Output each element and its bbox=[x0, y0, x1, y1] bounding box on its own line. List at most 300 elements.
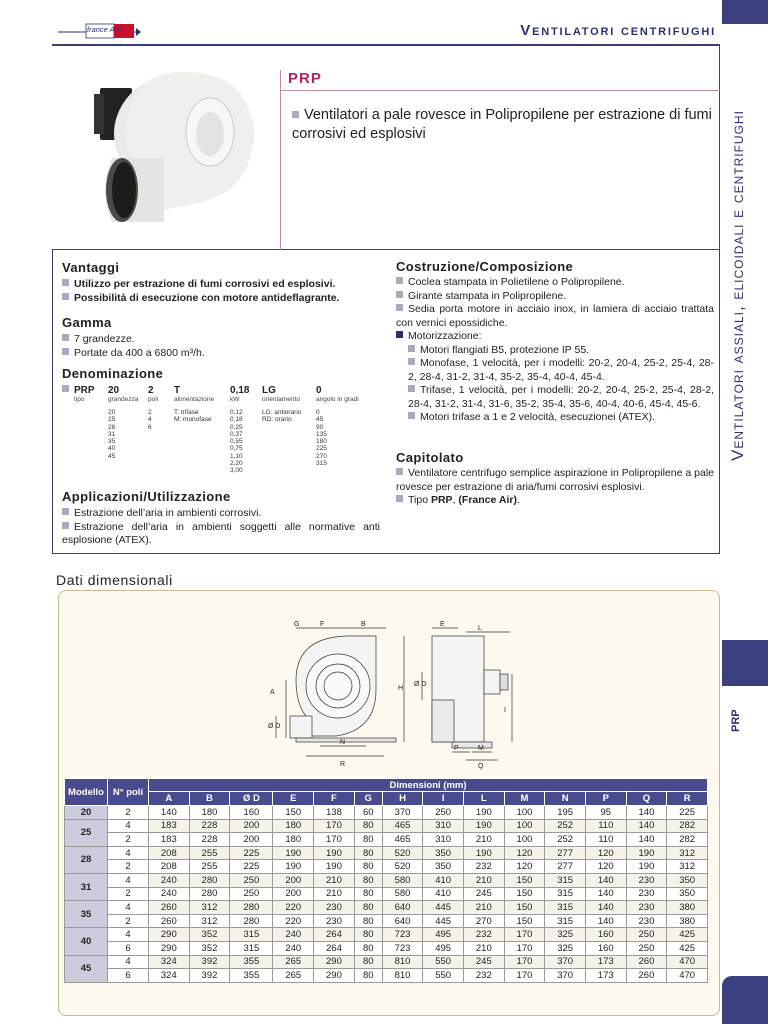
value-cell: 810 bbox=[382, 969, 423, 983]
value-cell: 170 bbox=[314, 819, 355, 833]
value-cell: 640 bbox=[382, 901, 423, 915]
value-cell: 190 bbox=[464, 819, 505, 833]
den-col-tipo bbox=[62, 385, 95, 403]
col-header: P bbox=[585, 792, 626, 806]
col-header: B bbox=[189, 792, 230, 806]
poli-cell: 4 bbox=[108, 873, 149, 887]
value-cell: 230 bbox=[314, 914, 355, 928]
value-cell: 350 bbox=[423, 860, 464, 874]
list-item bbox=[62, 521, 380, 548]
value-cell: 120 bbox=[504, 846, 545, 860]
value-cell: 410 bbox=[423, 887, 464, 901]
list-item-bold: PRP bbox=[430, 494, 453, 506]
side-band-strip-mid bbox=[722, 640, 768, 686]
bullet-icon bbox=[408, 358, 415, 365]
value-cell: 250 bbox=[626, 928, 667, 942]
costruzione-list bbox=[396, 276, 714, 425]
den-code: T bbox=[174, 385, 181, 396]
poli-cell: 6 bbox=[108, 969, 149, 983]
value-cell: 190 bbox=[314, 860, 355, 874]
fan-product-image bbox=[92, 62, 260, 230]
value-cell: 140 bbox=[149, 806, 190, 820]
model-cell: 45 bbox=[65, 955, 108, 982]
value-cell: 228 bbox=[189, 833, 230, 847]
poli-cell: 6 bbox=[108, 941, 149, 955]
bullet-icon bbox=[62, 293, 69, 300]
den-code: 2 bbox=[148, 385, 154, 396]
value-cell: 80 bbox=[354, 833, 382, 847]
value-cell: 265 bbox=[273, 955, 314, 969]
list-item bbox=[396, 467, 714, 494]
poli-cell: 4 bbox=[108, 846, 149, 860]
value-cell: 445 bbox=[423, 914, 464, 928]
svg-text:N: N bbox=[340, 739, 346, 746]
list-item-text: Motorizzazione: bbox=[408, 330, 482, 342]
value-cell: 80 bbox=[354, 819, 382, 833]
value-cell: 140 bbox=[585, 887, 626, 901]
list-item-text: Sedia porta motore in acciaio inox, in lamiera di acciaio trattata con vernici epossidiche. bbox=[396, 303, 714, 329]
bullet-icon bbox=[396, 468, 403, 475]
value-cell: 245 bbox=[464, 955, 505, 969]
value-cell: 200 bbox=[273, 873, 314, 887]
side-band-strip-top bbox=[722, 0, 768, 24]
list-item bbox=[62, 278, 382, 292]
value-cell: 355 bbox=[230, 955, 273, 969]
svg-text:E: E bbox=[440, 621, 445, 628]
value-cell: 260 bbox=[626, 955, 667, 969]
value-cell: 290 bbox=[314, 969, 355, 983]
col-header: A bbox=[149, 792, 190, 806]
value-cell: 350 bbox=[667, 887, 708, 901]
value-cell: 210 bbox=[464, 873, 505, 887]
value-cell: 210 bbox=[464, 941, 505, 955]
value-cell: 120 bbox=[585, 860, 626, 874]
value-cell: 315 bbox=[545, 914, 586, 928]
value-cell: 370 bbox=[545, 955, 586, 969]
logo-text: france AIR bbox=[87, 25, 123, 34]
list-item-text: . bbox=[516, 494, 520, 506]
value-cell: 210 bbox=[314, 887, 355, 901]
value-cell: 580 bbox=[382, 887, 423, 901]
value-cell: 232 bbox=[464, 928, 505, 942]
value-cell: 170 bbox=[314, 833, 355, 847]
value-cell: 290 bbox=[149, 941, 190, 955]
bullet-icon bbox=[396, 331, 403, 338]
value-cell: 315 bbox=[230, 941, 273, 955]
list-item-text: Motori flangiati B5, protezione IP 55. bbox=[420, 343, 590, 356]
list-item-text: , bbox=[452, 494, 459, 506]
value-cell: 140 bbox=[626, 833, 667, 847]
value-cell: 252 bbox=[545, 833, 586, 847]
list-item bbox=[396, 330, 714, 344]
table-row bbox=[65, 969, 708, 983]
poli-cell: 2 bbox=[108, 833, 149, 847]
value-cell: 410 bbox=[423, 873, 464, 887]
table-row bbox=[65, 819, 708, 833]
list-item bbox=[62, 347, 382, 361]
bullet-icon bbox=[396, 304, 403, 311]
svg-text:A: A bbox=[270, 689, 275, 696]
col-header-group: Dimensioni (mm) bbox=[149, 779, 708, 792]
value-cell: 80 bbox=[354, 914, 382, 928]
side-band-strip-bottom bbox=[722, 976, 768, 1024]
list-item-text: Tipo bbox=[408, 494, 431, 506]
svg-text:H: H bbox=[398, 685, 404, 692]
value-cell: 190 bbox=[464, 846, 505, 860]
value-cell: 370 bbox=[382, 806, 423, 820]
bullet-icon bbox=[62, 385, 69, 392]
list-item bbox=[408, 344, 714, 358]
value-cell: 264 bbox=[314, 941, 355, 955]
value-cell: 290 bbox=[314, 955, 355, 969]
value-cell: 60 bbox=[354, 806, 382, 820]
den-code: 20 bbox=[108, 385, 120, 396]
value-cell: 550 bbox=[423, 969, 464, 983]
den-col-poli bbox=[148, 385, 158, 431]
col-header-model: Modello bbox=[65, 779, 108, 806]
value-cell: 190 bbox=[626, 860, 667, 874]
poli-cell: 4 bbox=[108, 819, 149, 833]
list-item bbox=[62, 292, 382, 306]
list-item-text: Estrazione dell’aria in ambienti soggetti alle normative anti esplosione (ATEX). bbox=[62, 520, 380, 546]
model-cell: 40 bbox=[65, 928, 108, 955]
value-cell: 324 bbox=[149, 969, 190, 983]
value-cell: 120 bbox=[585, 846, 626, 860]
value-cell: 190 bbox=[314, 846, 355, 860]
value-cell: 324 bbox=[149, 955, 190, 969]
den-label: poli bbox=[148, 396, 159, 403]
poli-cell: 2 bbox=[108, 806, 149, 820]
col-header: Ø D bbox=[230, 792, 273, 806]
bullet-icon bbox=[396, 277, 403, 284]
list-item-text: Motori trifase a 1 e 2 velocità, esecuzionei (ATEX). bbox=[420, 411, 655, 423]
vantaggi-heading: Vantaggi bbox=[62, 260, 120, 275]
col-header: M bbox=[504, 792, 545, 806]
value-cell: 370 bbox=[545, 969, 586, 983]
value-cell: 80 bbox=[354, 955, 382, 969]
svg-text:F: F bbox=[320, 621, 325, 628]
dimension-diagram bbox=[266, 620, 524, 770]
france-air-logo bbox=[56, 20, 142, 44]
den-label: grandezza bbox=[108, 396, 139, 403]
value-cell: 270 bbox=[464, 914, 505, 928]
value-cell: 150 bbox=[273, 806, 314, 820]
value-cell: 470 bbox=[667, 955, 708, 969]
value-cell: 190 bbox=[464, 806, 505, 820]
svg-text:Ø D: Ø D bbox=[414, 681, 427, 688]
value-cell: 520 bbox=[382, 846, 423, 860]
value-cell: 252 bbox=[545, 819, 586, 833]
product-description-text: Ventilatori a pale rovesce in Polipropilene per estrazione di fumi corrosivi ed esplosivi bbox=[292, 107, 712, 142]
svg-text:Ø D: Ø D bbox=[268, 723, 281, 730]
list-item bbox=[396, 303, 714, 330]
den-code: LG bbox=[262, 385, 276, 396]
list-item-text: 7 grandezze. bbox=[74, 333, 135, 345]
value-cell: 245 bbox=[464, 887, 505, 901]
den-label: orientamento bbox=[262, 396, 300, 403]
value-cell: 80 bbox=[354, 969, 382, 983]
value-cell: 470 bbox=[667, 969, 708, 983]
value-cell: 200 bbox=[230, 833, 273, 847]
model-cell: 35 bbox=[65, 901, 108, 928]
value-cell: 80 bbox=[354, 901, 382, 915]
value-cell: 392 bbox=[189, 955, 230, 969]
value-cell: 120 bbox=[504, 860, 545, 874]
value-cell: 250 bbox=[230, 873, 273, 887]
model-cell: 20 bbox=[65, 806, 108, 820]
svg-text:R: R bbox=[340, 761, 346, 768]
value-cell: 255 bbox=[189, 860, 230, 874]
value-cell: 225 bbox=[667, 806, 708, 820]
value-cell: 80 bbox=[354, 846, 382, 860]
value-cell: 160 bbox=[230, 806, 273, 820]
value-cell: 392 bbox=[189, 969, 230, 983]
value-cell: 265 bbox=[273, 969, 314, 983]
bullet-icon bbox=[396, 291, 403, 298]
value-cell: 228 bbox=[189, 819, 230, 833]
value-cell: 220 bbox=[273, 901, 314, 915]
list-item-text: Girante stampata in Polipropilene. bbox=[408, 289, 567, 302]
value-cell: 250 bbox=[626, 941, 667, 955]
value-cell: 110 bbox=[585, 833, 626, 847]
list-item-bold: (France Air) bbox=[458, 494, 517, 506]
gamma-list bbox=[62, 333, 382, 360]
value-cell: 255 bbox=[189, 846, 230, 860]
table-row bbox=[65, 901, 708, 915]
value-cell: 723 bbox=[382, 941, 423, 955]
value-cell: 80 bbox=[354, 860, 382, 874]
value-cell: 312 bbox=[189, 914, 230, 928]
list-item bbox=[62, 333, 382, 347]
value-cell: 150 bbox=[504, 873, 545, 887]
den-values: 0,12 0,18 0,25 0,37 0,55 0,75 1,10 2,20 3,00 bbox=[230, 409, 243, 475]
value-cell: 495 bbox=[423, 941, 464, 955]
value-cell: 325 bbox=[545, 928, 586, 942]
col-header: G bbox=[354, 792, 382, 806]
value-cell: 230 bbox=[626, 873, 667, 887]
list-item-text: Utilizzo per estrazione di fumi corrosivi ed esplosivi. bbox=[74, 278, 336, 290]
value-cell: 200 bbox=[273, 887, 314, 901]
poli-cell: 2 bbox=[108, 887, 149, 901]
value-cell: 325 bbox=[545, 941, 586, 955]
value-cell: 230 bbox=[626, 887, 667, 901]
product-description bbox=[292, 106, 712, 144]
value-cell: 183 bbox=[149, 819, 190, 833]
value-cell: 150 bbox=[504, 901, 545, 915]
value-cell: 380 bbox=[667, 901, 708, 915]
den-label: tipo bbox=[74, 396, 85, 403]
product-name: PRP bbox=[288, 70, 322, 87]
value-cell: 282 bbox=[667, 819, 708, 833]
den-values: 2 4 6 bbox=[148, 409, 152, 431]
value-cell: 230 bbox=[626, 901, 667, 915]
list-item bbox=[408, 411, 714, 425]
den-col-alimentazione bbox=[174, 385, 214, 424]
value-cell: 140 bbox=[626, 806, 667, 820]
value-cell: 640 bbox=[382, 914, 423, 928]
value-cell: 173 bbox=[585, 955, 626, 969]
value-cell: 277 bbox=[545, 846, 586, 860]
value-cell: 240 bbox=[273, 928, 314, 942]
value-cell: 170 bbox=[504, 941, 545, 955]
value-cell: 225 bbox=[230, 860, 273, 874]
list-item-text: Possibilità di esecuzione con motore antideflagrante. bbox=[74, 291, 340, 304]
table-row bbox=[65, 941, 708, 955]
svg-text:L: L bbox=[478, 625, 482, 632]
value-cell: 95 bbox=[585, 806, 626, 820]
table-row bbox=[65, 806, 708, 820]
list-item-text: Coclea stampata in Polietilene o Polipropilene. bbox=[408, 276, 625, 288]
value-cell: 350 bbox=[667, 873, 708, 887]
value-cell: 520 bbox=[382, 860, 423, 874]
value-cell: 425 bbox=[667, 928, 708, 942]
list-item bbox=[396, 494, 714, 508]
dati-heading: Dati dimensionali bbox=[56, 572, 173, 588]
value-cell: 208 bbox=[149, 860, 190, 874]
list-item-text: Estrazione dell’aria in ambienti corrosivi. bbox=[74, 507, 262, 519]
value-cell: 190 bbox=[273, 846, 314, 860]
model-cell: 28 bbox=[65, 846, 108, 873]
svg-text:P: P bbox=[454, 745, 459, 752]
den-values: LG: antiorario RD: orario bbox=[262, 409, 302, 424]
col-header: N bbox=[545, 792, 586, 806]
value-cell: 150 bbox=[504, 914, 545, 928]
model-cell: 25 bbox=[65, 819, 108, 846]
sub-list bbox=[396, 344, 714, 425]
value-cell: 200 bbox=[230, 819, 273, 833]
value-cell: 138 bbox=[314, 806, 355, 820]
table-row bbox=[65, 928, 708, 942]
bullet-icon bbox=[408, 385, 415, 392]
denominazione-grid bbox=[62, 385, 382, 485]
value-cell: 260 bbox=[626, 969, 667, 983]
value-cell: 260 bbox=[149, 901, 190, 915]
value-cell: 180 bbox=[273, 833, 314, 847]
value-cell: 173 bbox=[585, 969, 626, 983]
costruzione-heading: Costruzione/Composizione bbox=[396, 259, 574, 274]
den-label: alimentazione bbox=[174, 396, 215, 403]
value-cell: 210 bbox=[464, 833, 505, 847]
den-values: 0 45 90 135 180 225 270 315 bbox=[316, 409, 327, 468]
value-cell: 140 bbox=[585, 873, 626, 887]
value-cell: 315 bbox=[230, 928, 273, 942]
value-cell: 723 bbox=[382, 928, 423, 942]
value-cell: 170 bbox=[504, 955, 545, 969]
list-item-text: Trifase, 1 velocità, per i modelli: 20-2, 20-4, 25-2, 25-4, 28-2, 28-4, 31-2, 31-4, 31-6, 35-2, 35-4, 35-6, 40-4, 40-6, 45-4, 45-6. bbox=[408, 384, 714, 410]
value-cell: 352 bbox=[189, 928, 230, 942]
value-cell: 550 bbox=[423, 955, 464, 969]
value-cell: 380 bbox=[667, 914, 708, 928]
poli-cell: 4 bbox=[108, 928, 149, 942]
svg-text:I: I bbox=[504, 707, 506, 714]
list-item-text: Portate da 400 a 6800 m³/h. bbox=[74, 346, 205, 359]
value-cell: 810 bbox=[382, 955, 423, 969]
value-cell: 195 bbox=[545, 806, 586, 820]
model-cell: 31 bbox=[65, 873, 108, 900]
value-cell: 110 bbox=[585, 819, 626, 833]
poli-cell: 2 bbox=[108, 860, 149, 874]
value-cell: 445 bbox=[423, 901, 464, 915]
vantaggi-list bbox=[62, 278, 382, 305]
col-header: Q bbox=[626, 792, 667, 806]
bullet-icon bbox=[292, 111, 299, 118]
poli-cell: 2 bbox=[108, 914, 149, 928]
value-cell: 277 bbox=[545, 860, 586, 874]
value-cell: 310 bbox=[423, 833, 464, 847]
value-cell: 225 bbox=[230, 846, 273, 860]
list-item bbox=[396, 290, 714, 304]
col-header: L bbox=[464, 792, 505, 806]
value-cell: 232 bbox=[464, 969, 505, 983]
prp-title-rule bbox=[280, 90, 720, 91]
value-cell: 80 bbox=[354, 873, 382, 887]
svg-text:B: B bbox=[361, 621, 366, 628]
value-cell: 220 bbox=[273, 914, 314, 928]
den-code: 0 bbox=[316, 385, 322, 396]
side-vertical-title: Ventilatori assiali, elicoidali e centrifughi bbox=[728, 110, 747, 461]
svg-text:M: M bbox=[478, 745, 484, 752]
value-cell: 230 bbox=[626, 914, 667, 928]
list-item bbox=[408, 384, 714, 411]
table-row bbox=[65, 833, 708, 847]
den-label: angolo in gradi bbox=[316, 396, 359, 403]
value-cell: 232 bbox=[464, 860, 505, 874]
value-cell: 208 bbox=[149, 846, 190, 860]
col-header: F bbox=[314, 792, 355, 806]
col-header: H bbox=[382, 792, 423, 806]
value-cell: 230 bbox=[314, 901, 355, 915]
den-values: T: trifase M: monofase bbox=[174, 409, 212, 424]
value-cell: 150 bbox=[504, 887, 545, 901]
bullet-icon bbox=[408, 345, 415, 352]
gamma-heading: Gamma bbox=[62, 315, 112, 330]
value-cell: 100 bbox=[504, 819, 545, 833]
value-cell: 280 bbox=[230, 901, 273, 915]
value-cell: 80 bbox=[354, 887, 382, 901]
table-row bbox=[65, 860, 708, 874]
value-cell: 352 bbox=[189, 941, 230, 955]
value-cell: 190 bbox=[626, 846, 667, 860]
value-cell: 80 bbox=[354, 928, 382, 942]
value-cell: 260 bbox=[149, 914, 190, 928]
list-item bbox=[396, 276, 714, 290]
side-product-code: PRP bbox=[730, 709, 742, 732]
poli-cell: 4 bbox=[108, 901, 149, 915]
value-cell: 240 bbox=[149, 887, 190, 901]
den-col-angolo bbox=[316, 385, 359, 467]
page-title: Ventilatori centrifughi bbox=[520, 22, 716, 39]
value-cell: 280 bbox=[189, 873, 230, 887]
list-item bbox=[62, 507, 380, 521]
value-cell: 312 bbox=[189, 901, 230, 915]
value-cell: 210 bbox=[464, 901, 505, 915]
table-row bbox=[65, 887, 708, 901]
value-cell: 140 bbox=[585, 901, 626, 915]
value-cell: 312 bbox=[667, 846, 708, 860]
value-cell: 315 bbox=[545, 887, 586, 901]
value-cell: 282 bbox=[667, 833, 708, 847]
value-cell: 160 bbox=[585, 941, 626, 955]
value-cell: 350 bbox=[423, 846, 464, 860]
list-item-text: Ventilatore centrifugo semplice aspirazione in Polipropilene a pale rovesce per estrazione di aria/fumi corrosivi esplosivi. bbox=[396, 467, 714, 493]
value-cell: 180 bbox=[189, 806, 230, 820]
value-cell: 465 bbox=[382, 833, 423, 847]
bullet-icon bbox=[62, 334, 69, 341]
value-cell: 580 bbox=[382, 873, 423, 887]
value-cell: 310 bbox=[423, 819, 464, 833]
bullet-icon bbox=[408, 412, 415, 419]
value-cell: 495 bbox=[423, 928, 464, 942]
